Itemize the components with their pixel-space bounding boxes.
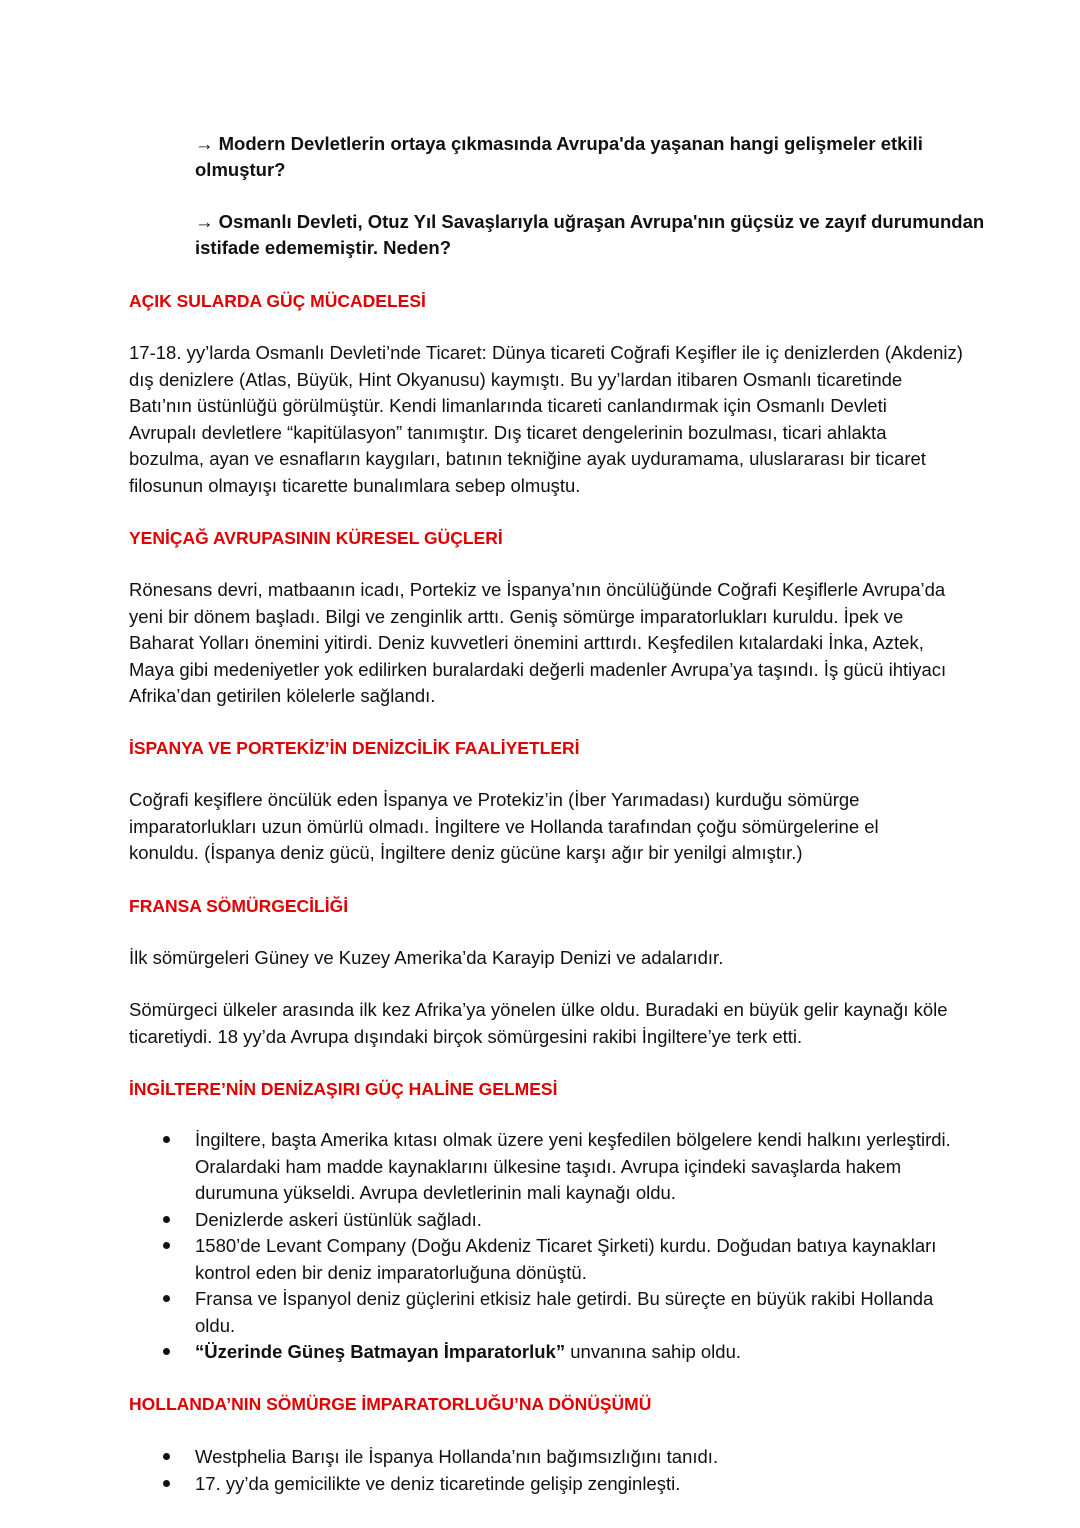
paragraph-line: Baharat Yolları önemini yitirdi. Deniz kuvvetleri önemini arttırdı. Keşfedilen kıtalardaki İnka, Aztek, — [129, 632, 924, 653]
ingiltere-bullet-list — [0, 1127, 1080, 1366]
paragraph-line: Maya gibi medeniyetler yok edilirken buralardaki değerli madenler Avrupa’ya taşındı. İş gücü ihtiyacı — [129, 658, 947, 680]
heading-ingiltere: İNGİLTERE’NİN DENİZAŞIRI GÜÇ HALİNE GELMESİ — [129, 1079, 558, 1099]
bullet-dot — [163, 1242, 170, 1249]
paragraph-line: Avrupalı devletlere “kapitülasyon” tanımıştır. Dış ticaret dengelerinin bozulması, ticari ahlakta — [129, 421, 887, 443]
list-item-line — [195, 1339, 1080, 1366]
paragraph-line: 17-18. yy’larda Osmanlı Devleti’nde Ticaret: Dünya ticareti Coğrafi Keşifler ile iç denizlerden (Akdeniz) — [129, 342, 963, 363]
question-1-line-2: olmuştur? — [195, 159, 286, 180]
paragraph-line: imparatorlukları uzun ömürlü olmadı. İngiltere ve Hollanda tarafından çoğu sömürgelerine el — [129, 815, 879, 837]
paragraph-line: Rönesans devri, matbaanın icadı, Portekiz ve İspanya’nın öncülüğünde Coğrafi Keşiflerle Avrupa’da — [129, 579, 946, 600]
heading-fransa: FRANSA SÖMÜRGECİLİĞİ — [129, 896, 349, 916]
list-item-text: unvanına sahip oldu. — [565, 1341, 741, 1362]
heading-hollanda: HOLLANDA’NIN SÖMÜRGE İMPARATORLUĞU’NA DÖNÜŞÜMÜ — [129, 1394, 652, 1414]
list-item-line: oldu. — [195, 1314, 236, 1336]
paragraph-line: yeni bir dönem başladı. Bilgi ve zenginlik arttı. Geniş sömürge imparatorlukları kuruldu. İpek ve — [129, 605, 904, 627]
bullet-dot — [163, 1295, 170, 1302]
heading-ispanya-portekiz: İSPANYA VE PORTEKİZ’İN DENİZCİLİK FAALİYETLERİ — [129, 738, 580, 758]
list-item-line: 1580’de Levant Company (Doğu Akdeniz Ticaret Şirketi) kurdu. Doğudan batıya kaynakları — [195, 1235, 937, 1256]
list-item-line: Westphelia Barışı ile İspanya Hollanda’nın bağımsızlığını tanıdı. — [195, 1446, 719, 1467]
list-item — [0, 1471, 1080, 1498]
bullet-dot — [163, 1216, 170, 1223]
paragraph-line: filosunun olmayışı ticarette bunalımlara sebep olmuştu. — [129, 474, 581, 496]
paragraph-line: Afrika’dan getirilen kölelerle sağlandı. — [129, 685, 436, 706]
question-1-line-1: → Modern Devletlerin ortaya çıkmasında Avrupa'da yaşanan hangi gelişmeler etkili — [195, 133, 923, 154]
bullet-dot — [163, 1136, 170, 1143]
list-item-line: 17. yy’da gemicilikte ve deniz ticaretinde gelişip zenginleşti. — [195, 1472, 681, 1494]
list-item-line: durumuna yükseldi. Avrupa devletlerinin mali kaynağı oldu. — [195, 1182, 676, 1203]
list-item — [0, 1127, 1080, 1207]
paragraph-line: ticaretiydi. 18 yy’da Avrupa dışındaki birçok sömürgesini rakibi İngiltere’ye terk etti. — [129, 1025, 803, 1047]
paragraph-line: konuldu. (İspanya deniz gücü, İngiltere deniz gücüne karşı ağır bir yenilgi almıştır.) — [129, 842, 803, 863]
emphasis-text: “Üzerinde Güneş Batmayan İmparatorluk” — [195, 1341, 566, 1362]
paragraph-line: Sömürgeci ülkeler arasında ilk kez Afrika’ya yönelen ülke oldu. Buradaki en büyük gelir kaynağı köle — [129, 999, 948, 1020]
question-2-line-1: → Osmanlı Devleti, Otuz Yıl Savaşlarıyla uğraşan Avrupa'nın güçsüz ve zayıf durumundan — [195, 211, 985, 232]
heading-acik-sular: AÇIK SULARDA GÜÇ MÜCADELESİ — [129, 291, 426, 311]
paragraph-acik-sular — [129, 340, 1034, 499]
heading-yenicag: YENİÇAĞ AVRUPASININ KÜRESEL GÜÇLERİ — [129, 528, 503, 548]
list-item-line: İngiltere, başta Amerika kıtası olmak üzere yeni keşfedilen bölgelere kendi halkını yerleştirdi. — [195, 1129, 951, 1150]
list-item-line: Fransa ve İspanyol deniz güçlerini etkisiz hale getirdi. Bu süreçte en büyük rakibi Hollanda — [195, 1288, 934, 1309]
paragraph-line: Coğrafi keşiflere öncülük eden İspanya ve Protekiz’in (İber Yarımadası) kurduğu sömürge — [129, 789, 860, 810]
list-item-line: kontrol eden bir deniz imparatorluğuna dönüştü. — [195, 1261, 587, 1283]
list-item — [0, 1233, 1080, 1286]
paragraph-line: dış denizlere (Atlas, Büyük, Hint Okyanusu) kaymıştı. Bu yy’lardan itibaren Osmanlı ticaretinde — [129, 368, 903, 390]
question-2 — [195, 209, 1025, 261]
list-item — [0, 1207, 1080, 1234]
paragraph-line: Batı’nın üstünlüğü görülmüştür. Kendi limanlarında ticareti canlandırmak için Osmanlı Devleti — [129, 395, 887, 416]
question-1 — [195, 131, 1025, 183]
list-item — [0, 1444, 1080, 1471]
list-item-line: Oralardaki ham madde kaynaklarını ülkesine taşıdı. Avrupa içindeki savaşlarda hakem — [195, 1155, 902, 1177]
question-2-line-2: istifade edememiştir. Neden? — [195, 237, 452, 258]
list-item-line: Denizlerde askeri üstünlük sağladı. — [195, 1208, 482, 1230]
paragraph-yenicag — [129, 577, 1034, 710]
paragraph-line: İlk sömürgeleri Güney ve Kuzey Amerika’da Karayip Denizi ve adalarıdır. — [129, 947, 724, 968]
bullet-dot — [163, 1453, 170, 1460]
bullet-dot — [163, 1480, 170, 1487]
paragraph-fransa-2 — [129, 997, 1034, 1050]
bullet-dot — [163, 1348, 170, 1355]
list-item — [0, 1339, 1080, 1366]
paragraph-ispanya-portekiz — [129, 787, 1034, 867]
paragraph-fransa-1 — [129, 945, 1034, 972]
hollanda-bullet-list — [0, 1444, 1080, 1497]
paragraph-line: bozulma, ayan ve esnafların kaygıları, batının tekniğine ayak uyduramama, uluslararası bir ticaret — [129, 448, 926, 469]
list-item — [0, 1286, 1080, 1339]
